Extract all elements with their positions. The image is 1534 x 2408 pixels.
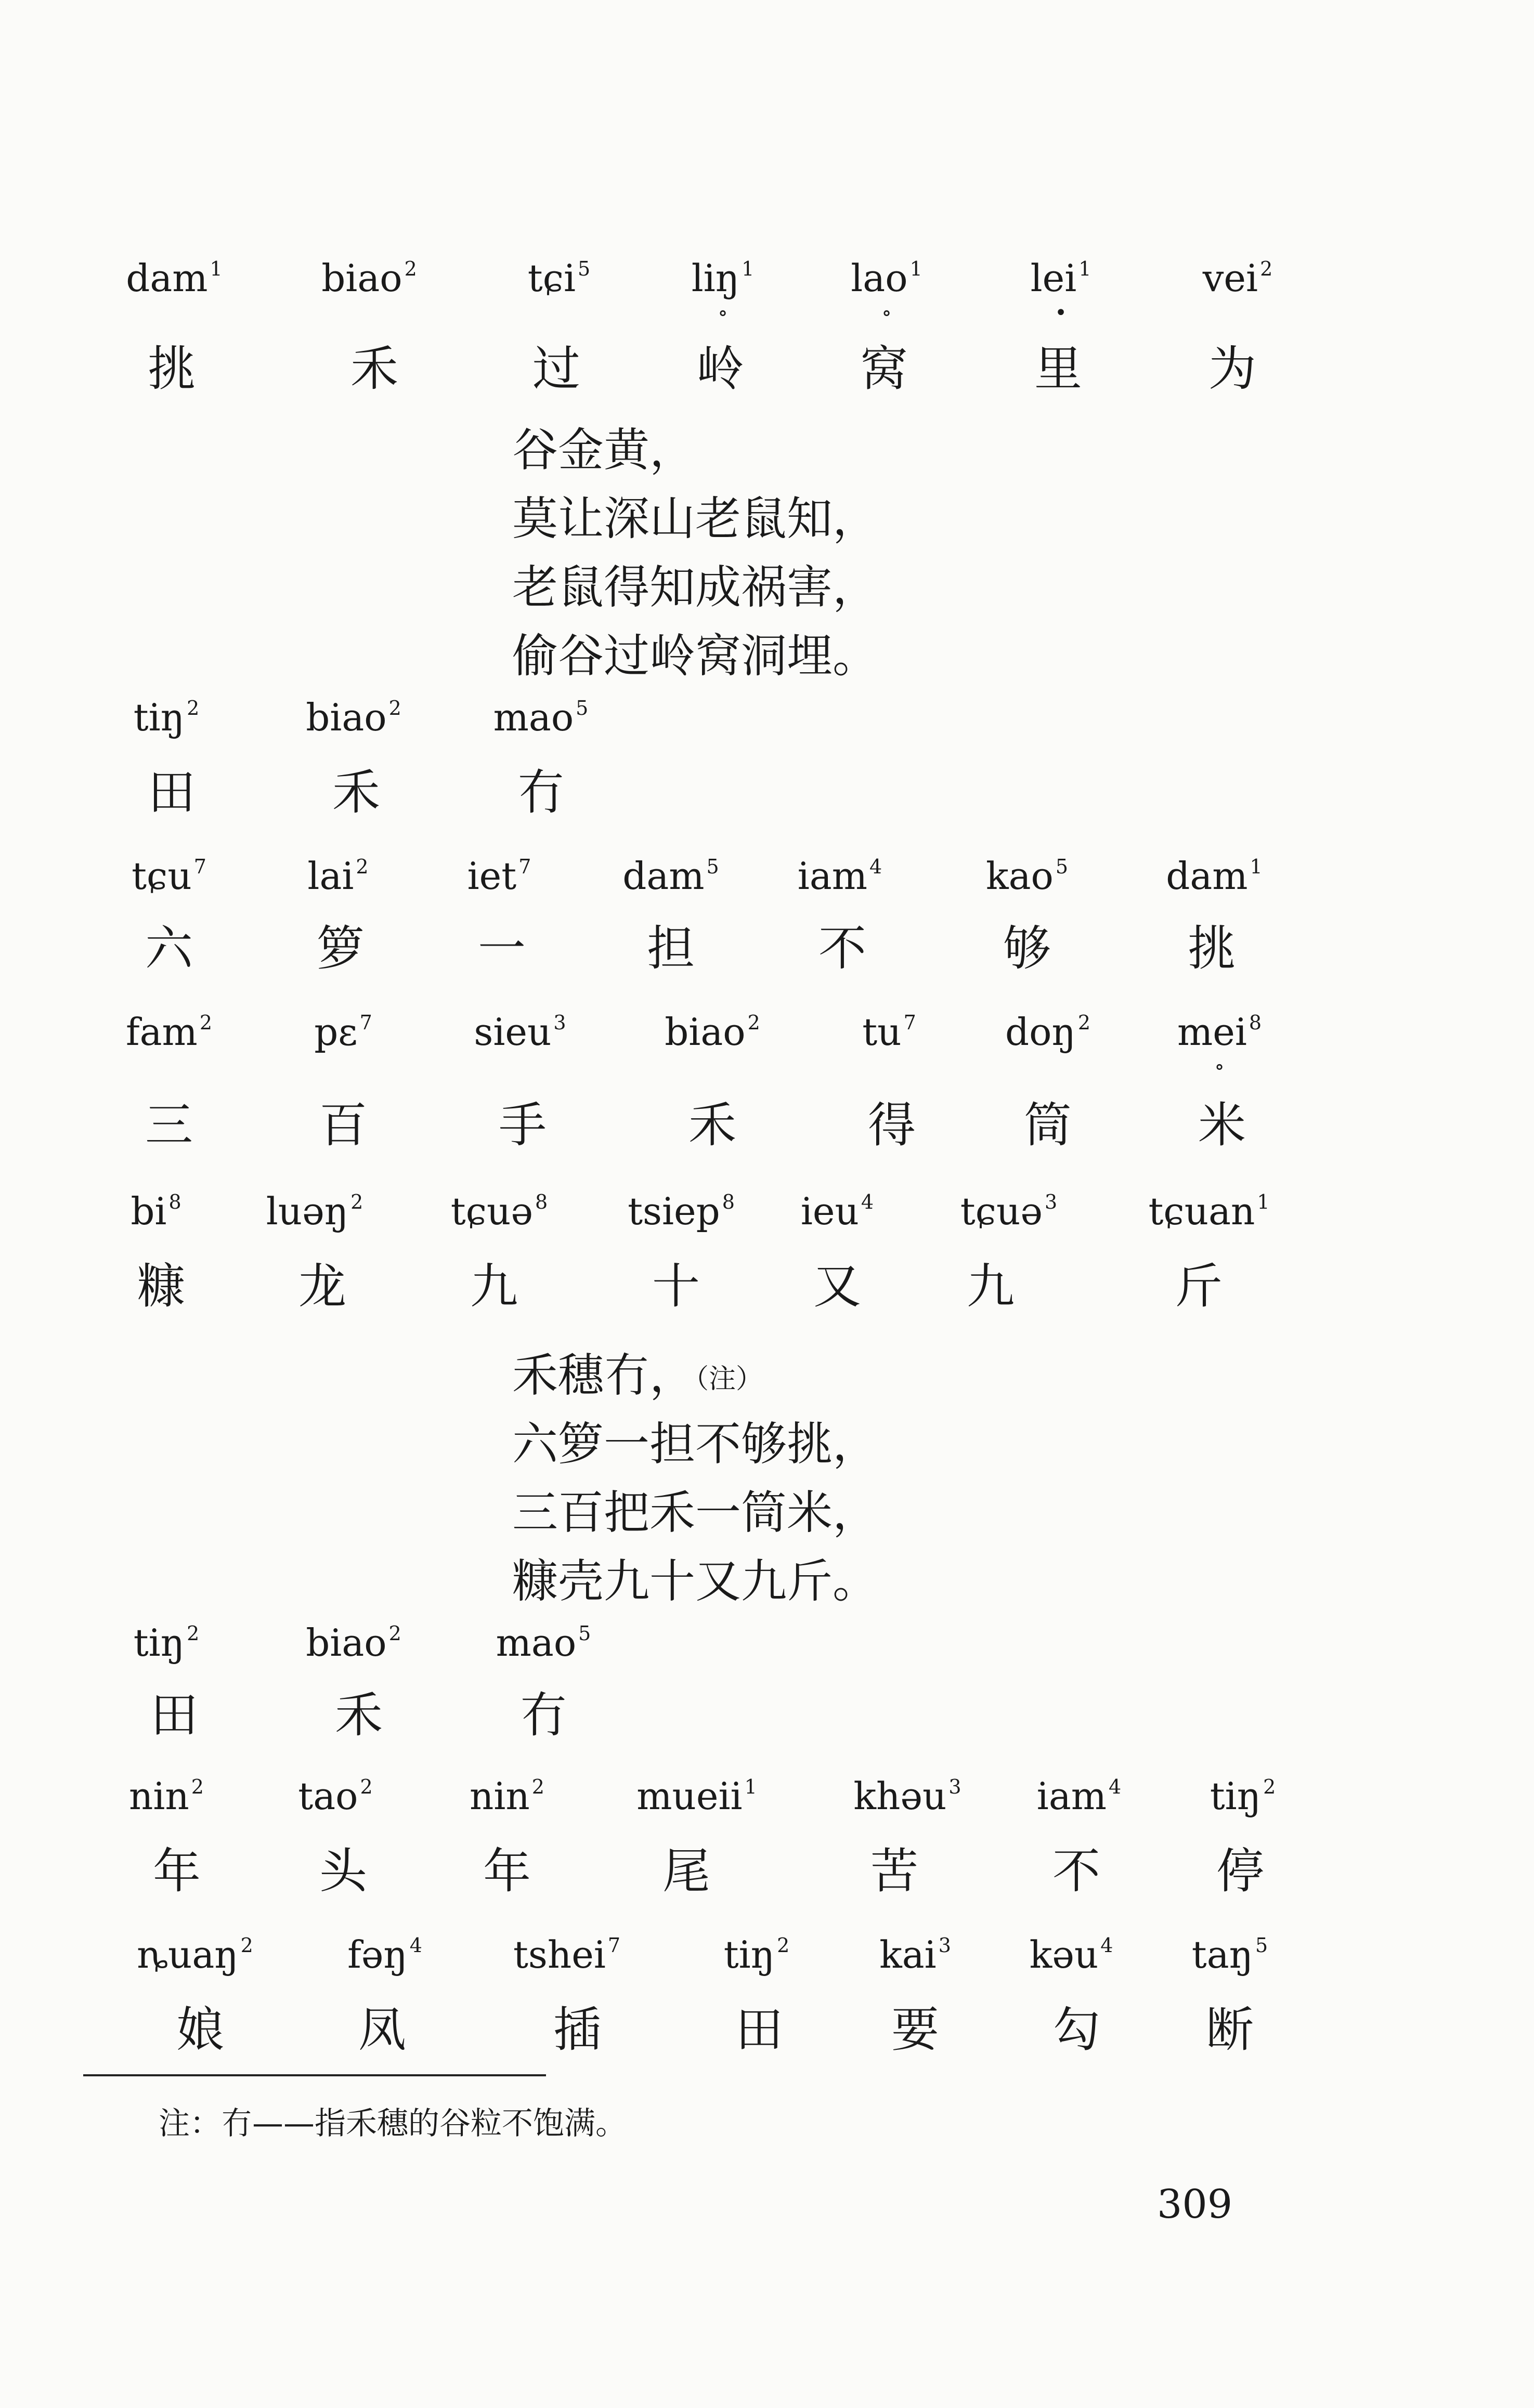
page-number: 309 <box>1157 2181 1233 2227</box>
verse-stanza-1 <box>512 416 878 690</box>
character: 米 <box>1198 1097 1246 1153</box>
character: 龙 <box>298 1259 347 1314</box>
syllable: doŋ $^2$ <box>1005 1010 1090 1054</box>
syllable: tiŋ $^2$ <box>1210 1774 1276 1818</box>
tone-mark: ∘ <box>1214 1055 1225 1079</box>
tone-mark: ∘ <box>881 301 892 325</box>
verse-line: 谷金黄， <box>512 423 696 477</box>
character: 田 <box>150 1687 199 1743</box>
syllable: kəu $^4$ <box>1029 1933 1113 1977</box>
syllable: tiŋ $^2$ <box>133 696 200 739</box>
syllable: mao $^5$ <box>496 1621 591 1665</box>
character: 娘 <box>176 2002 225 2058</box>
syllable: dam $^1$ <box>1166 854 1263 898</box>
character: 不 <box>1052 1843 1101 1899</box>
character: 年 <box>152 1843 201 1899</box>
character: 糠 <box>137 1259 186 1314</box>
character: 挑 <box>147 341 196 397</box>
character: 苦 <box>870 1843 919 1899</box>
character: 六 <box>145 921 193 976</box>
tone-mark: ∘ <box>718 301 728 325</box>
character: 年 <box>483 1843 531 1899</box>
syllable: luəŋ $^2$ <box>266 1189 363 1233</box>
syllable: kai $^3$ <box>879 1933 951 1977</box>
syllable: tɕuə $^8$ <box>450 1189 548 1233</box>
syllable: khəu $^3$ <box>853 1774 961 1818</box>
character: 担 <box>646 921 695 976</box>
character: 勾 <box>1052 2002 1101 2058</box>
syllable: mao $^5$ <box>493 696 589 739</box>
syllable: lai $^2$ <box>307 854 369 898</box>
character: 田 <box>735 2002 784 2058</box>
character: 手 <box>498 1097 547 1153</box>
syllable: dam $^5$ <box>622 854 719 898</box>
syllable: bi $^8$ <box>131 1189 181 1233</box>
verse-stanza-2 <box>512 1341 878 1616</box>
syllable: biao $^2$ <box>321 256 417 300</box>
syllable: tsiep $^8$ <box>628 1189 735 1233</box>
syllable: tɕuə $^3$ <box>960 1189 1058 1233</box>
character: 里 <box>1034 341 1083 397</box>
character: 凤 <box>358 2002 407 2058</box>
character: 窝 <box>860 341 908 397</box>
syllable: tu $^7$ <box>862 1010 916 1054</box>
syllable: dam $^1$ <box>126 256 223 300</box>
character: 要 <box>891 2002 940 2058</box>
verse-line: 糠壳九十又九斤。 <box>512 1554 879 1608</box>
syllable: tiŋ $^2$ <box>723 1933 790 1977</box>
syllable: lei $^1$ • <box>1030 256 1091 325</box>
character: 挑 <box>1187 921 1236 976</box>
character: 百 <box>319 1097 368 1153</box>
syllable: mueii $^1$ <box>636 1774 757 1818</box>
character: 禾 <box>688 1097 737 1153</box>
syllable: taŋ $^5$ <box>1191 1933 1268 1977</box>
character: 又 <box>813 1259 862 1314</box>
character: 不 <box>818 921 867 976</box>
syllable: iet $^7$ <box>467 854 531 898</box>
character: 禾 <box>350 341 399 397</box>
verse-line: 老鼠得知成祸害， <box>512 560 879 614</box>
verse-line: 三百把禾一筒米， <box>512 1486 879 1539</box>
character: 尾 <box>662 1843 711 1899</box>
verse-line: 禾穗冇，（注） <box>512 1349 763 1402</box>
syllable: ieu $^4$ <box>800 1189 874 1233</box>
verse-line: 莫让深山老鼠知， <box>512 492 879 545</box>
character: 岭 <box>696 341 745 397</box>
character: 箩 <box>316 921 365 976</box>
character: 为 <box>1208 341 1257 397</box>
syllable: tshei $^7$ <box>513 1933 621 1977</box>
character: 田 <box>147 765 196 820</box>
character: 过 <box>532 341 581 397</box>
note-marker: （注） <box>695 1364 763 1395</box>
syllable: pɛ $^7$ <box>314 1010 372 1054</box>
character: 头 <box>319 1843 368 1899</box>
syllable: tɕi $^5$ <box>527 256 591 300</box>
syllable: iam $^4$ <box>1036 1774 1122 1818</box>
character: 禾 <box>334 1687 383 1743</box>
syllable: biao $^2$ <box>306 1621 401 1665</box>
syllable: tao $^2$ <box>298 1774 373 1818</box>
syllable: nin $^2$ <box>129 1774 204 1818</box>
verse-line: 六箩一担不够挑， <box>512 1417 879 1471</box>
syllable: kao $^5$ <box>985 854 1069 898</box>
syllable: iam $^4$ <box>797 854 882 898</box>
character: 断 <box>1205 2002 1254 2058</box>
character: 九 <box>966 1259 1015 1314</box>
tone-mark: • <box>1055 301 1067 325</box>
footnote-divider <box>83 2074 546 2076</box>
character: 斤 <box>1174 1259 1223 1314</box>
syllable: tɕu $^7$ <box>132 854 206 898</box>
character: 筒 <box>1023 1097 1072 1153</box>
syllable: biao $^2$ <box>665 1010 760 1054</box>
syllable: sieu $^3$ <box>474 1010 566 1054</box>
verse-line: 偷谷过岭窝洞埋。 <box>512 629 879 683</box>
character: 禾 <box>332 765 381 820</box>
character: 得 <box>867 1097 916 1153</box>
character: 冇 <box>519 1687 568 1743</box>
character: 冇 <box>516 765 565 820</box>
syllable: nin $^2$ <box>470 1774 544 1818</box>
syllable: fam $^2$ <box>125 1010 213 1054</box>
syllable: lao $^1$ ∘ <box>851 256 922 325</box>
character: 十 <box>652 1259 700 1314</box>
character: 停 <box>1216 1843 1265 1899</box>
character: 一 <box>477 921 526 976</box>
character: 九 <box>470 1259 518 1314</box>
character: 够 <box>1003 921 1051 976</box>
syllable: tiŋ $^2$ <box>133 1621 200 1665</box>
syllable: vei $^2$ <box>1202 256 1273 300</box>
syllable: ȵuaŋ $^2$ <box>137 1933 253 1977</box>
syllable: fəŋ $^4$ <box>347 1933 422 1977</box>
syllable: liŋ $^1$ ∘ <box>691 256 755 325</box>
syllable: tɕuan $^1$ <box>1148 1189 1270 1233</box>
character: 三 <box>145 1097 193 1153</box>
footnote: 注：冇——指禾穗的谷粒不饱满。 <box>159 2105 627 2142</box>
syllable: mei $^8$ ∘ <box>1177 1010 1262 1079</box>
syllable: biao $^2$ <box>306 696 401 739</box>
character: 插 <box>553 2002 602 2058</box>
